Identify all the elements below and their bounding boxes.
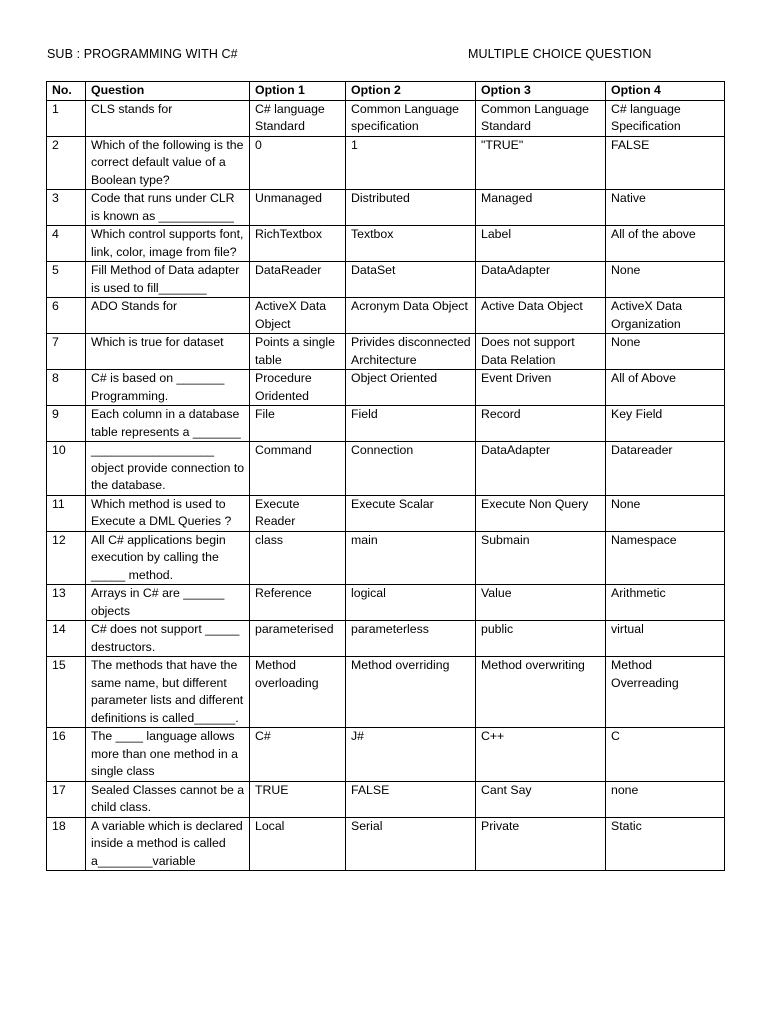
cell-option-3: Does not support Data Relation xyxy=(476,334,606,370)
cell-option-2: 1 xyxy=(346,136,476,190)
table-row xyxy=(47,190,725,226)
cell-option-4: ActiveX Data Organization xyxy=(606,298,725,334)
cell-question: The ____ language allows more than one method in a single class xyxy=(86,728,250,782)
cell-question: Which of the following is the correct default value of a Boolean type? xyxy=(86,136,250,190)
cell-question: Which control supports font, link, color, image from file? xyxy=(86,226,250,262)
question-table xyxy=(46,81,725,871)
cell-option-1: Execute Reader xyxy=(250,495,346,531)
cell-option-4: None xyxy=(606,334,725,370)
cell-question: The methods that have the same name, but different parameter lists and different definitions is called______. xyxy=(86,657,250,728)
cell-option-1: class xyxy=(250,531,346,585)
column-header-option-1: Option 1 xyxy=(250,82,346,101)
column-header-option-3: Option 3 xyxy=(476,82,606,101)
cell-option-4: All of Above xyxy=(606,370,725,406)
cell-option-2: Field xyxy=(346,406,476,442)
cell-option-3: "TRUE" xyxy=(476,136,606,190)
cell-question: CLS stands for xyxy=(86,100,250,136)
table-row xyxy=(47,442,725,496)
cell-number: 16 xyxy=(47,728,86,782)
table-row xyxy=(47,226,725,262)
table-row xyxy=(47,298,725,334)
column-header-option-4: Option 4 xyxy=(606,82,725,101)
cell-question: Which method is used to Execute a DML Queries ? xyxy=(86,495,250,531)
cell-question: __________________ object provide connection to the database. xyxy=(86,442,250,496)
table-row xyxy=(47,621,725,657)
table-row xyxy=(47,100,725,136)
table-header-row xyxy=(47,82,725,101)
cell-option-4: Datareader xyxy=(606,442,725,496)
cell-option-1: parameterised xyxy=(250,621,346,657)
cell-number: 2 xyxy=(47,136,86,190)
cell-number: 17 xyxy=(47,781,86,817)
table-row xyxy=(47,495,725,531)
cell-option-4: None xyxy=(606,495,725,531)
cell-option-2: DataSet xyxy=(346,262,476,298)
cell-option-3: Value xyxy=(476,585,606,621)
cell-number: 7 xyxy=(47,334,86,370)
cell-option-2: Execute Scalar xyxy=(346,495,476,531)
cell-option-2: parameterless xyxy=(346,621,476,657)
cell-option-3: Method overwriting xyxy=(476,657,606,728)
cell-option-1: Unmanaged xyxy=(250,190,346,226)
cell-option-1: TRUE xyxy=(250,781,346,817)
cell-option-2: Acronym Data Object xyxy=(346,298,476,334)
cell-option-1: Procedure Oridented xyxy=(250,370,346,406)
cell-option-1: File xyxy=(250,406,346,442)
cell-option-4: virtual xyxy=(606,621,725,657)
cell-number: 3 xyxy=(47,190,86,226)
cell-option-4: none xyxy=(606,781,725,817)
cell-question: C# is based on _______ Programming. xyxy=(86,370,250,406)
cell-option-1: Points a single table xyxy=(250,334,346,370)
cell-option-2: J# xyxy=(346,728,476,782)
cell-option-3: Active Data Object xyxy=(476,298,606,334)
cell-number: 8 xyxy=(47,370,86,406)
cell-option-1: RichTextbox xyxy=(250,226,346,262)
cell-option-3: Event Driven xyxy=(476,370,606,406)
cell-question: Fill Method of Data adapter is used to fill_______ xyxy=(86,262,250,298)
table-row xyxy=(47,136,725,190)
cell-number: 11 xyxy=(47,495,86,531)
cell-option-3: Record xyxy=(476,406,606,442)
cell-option-2: main xyxy=(346,531,476,585)
cell-number: 15 xyxy=(47,657,86,728)
cell-option-2: FALSE xyxy=(346,781,476,817)
cell-option-3: Common Language Standard xyxy=(476,100,606,136)
cell-option-3: Submain xyxy=(476,531,606,585)
cell-option-2: Common Language specification xyxy=(346,100,476,136)
cell-number: 14 xyxy=(47,621,86,657)
column-header-option-2: Option 2 xyxy=(346,82,476,101)
cell-option-3: Private xyxy=(476,817,606,871)
cell-option-3: DataAdapter xyxy=(476,442,606,496)
cell-option-3: Cant Say xyxy=(476,781,606,817)
table-row xyxy=(47,531,725,585)
cell-option-4: Key Field xyxy=(606,406,725,442)
cell-option-2: Textbox xyxy=(346,226,476,262)
cell-number: 6 xyxy=(47,298,86,334)
cell-number: 10 xyxy=(47,442,86,496)
cell-option-4: All of the above xyxy=(606,226,725,262)
table-row xyxy=(47,370,725,406)
cell-question: C# does not support _____ destructors. xyxy=(86,621,250,657)
cell-question: Code that runs under CLR is known as ___________ xyxy=(86,190,250,226)
cell-number: 4 xyxy=(47,226,86,262)
table-row xyxy=(47,334,725,370)
cell-option-1: C# xyxy=(250,728,346,782)
cell-option-2: Distributed xyxy=(346,190,476,226)
cell-option-1: ActiveX Data Object xyxy=(250,298,346,334)
table-row xyxy=(47,657,725,728)
cell-option-3: DataAdapter xyxy=(476,262,606,298)
table-row xyxy=(47,262,725,298)
table-row xyxy=(47,817,725,871)
cell-question: A variable which is declared inside a method is called a________variable xyxy=(86,817,250,871)
cell-option-1: Command xyxy=(250,442,346,496)
cell-option-4: Native xyxy=(606,190,725,226)
column-header-no: No. xyxy=(47,82,86,101)
table-row xyxy=(47,585,725,621)
cell-question: Each column in a database table represents a _______ xyxy=(86,406,250,442)
table-row xyxy=(47,406,725,442)
cell-number: 12 xyxy=(47,531,86,585)
document-type-heading: MULTIPLE CHOICE QUESTION xyxy=(468,47,652,61)
cell-number: 18 xyxy=(47,817,86,871)
cell-question: Which is true for dataset xyxy=(86,334,250,370)
cell-number: 9 xyxy=(47,406,86,442)
cell-option-4: Method Overreading xyxy=(606,657,725,728)
cell-option-2: Object Oriented xyxy=(346,370,476,406)
table-row xyxy=(47,781,725,817)
cell-number: 13 xyxy=(47,585,86,621)
cell-question: Sealed Classes cannot be a child class. xyxy=(86,781,250,817)
cell-option-3: Label xyxy=(476,226,606,262)
cell-option-2: Serial xyxy=(346,817,476,871)
cell-option-2: Connection xyxy=(346,442,476,496)
cell-option-3: Execute Non Query xyxy=(476,495,606,531)
cell-option-2: Privides disconnected Architecture xyxy=(346,334,476,370)
cell-option-2: Method overriding xyxy=(346,657,476,728)
cell-option-4: Static xyxy=(606,817,725,871)
cell-option-4: Namespace xyxy=(606,531,725,585)
cell-number: 5 xyxy=(47,262,86,298)
cell-option-1: Local xyxy=(250,817,346,871)
cell-option-4: None xyxy=(606,262,725,298)
cell-number: 1 xyxy=(47,100,86,136)
cell-option-1: C# language Standard xyxy=(250,100,346,136)
cell-option-2: logical xyxy=(346,585,476,621)
cell-option-1: Method overloading xyxy=(250,657,346,728)
cell-option-4: C xyxy=(606,728,725,782)
cell-option-4: Arithmetic xyxy=(606,585,725,621)
cell-option-3: public xyxy=(476,621,606,657)
table-row xyxy=(47,728,725,782)
cell-option-4: FALSE xyxy=(606,136,725,190)
subject-heading: SUB : PROGRAMMING WITH C# xyxy=(47,47,238,61)
column-header-question: Question xyxy=(86,82,250,101)
cell-option-3: C++ xyxy=(476,728,606,782)
cell-question: ADO Stands for xyxy=(86,298,250,334)
cell-question: All C# applications begin execution by calling the _____ method. xyxy=(86,531,250,585)
cell-option-3: Managed xyxy=(476,190,606,226)
cell-option-1: DataReader xyxy=(250,262,346,298)
cell-question: Arrays in C# are ______ objects xyxy=(86,585,250,621)
cell-option-4: C# language Specification xyxy=(606,100,725,136)
cell-option-1: Reference xyxy=(250,585,346,621)
cell-option-1: 0 xyxy=(250,136,346,190)
